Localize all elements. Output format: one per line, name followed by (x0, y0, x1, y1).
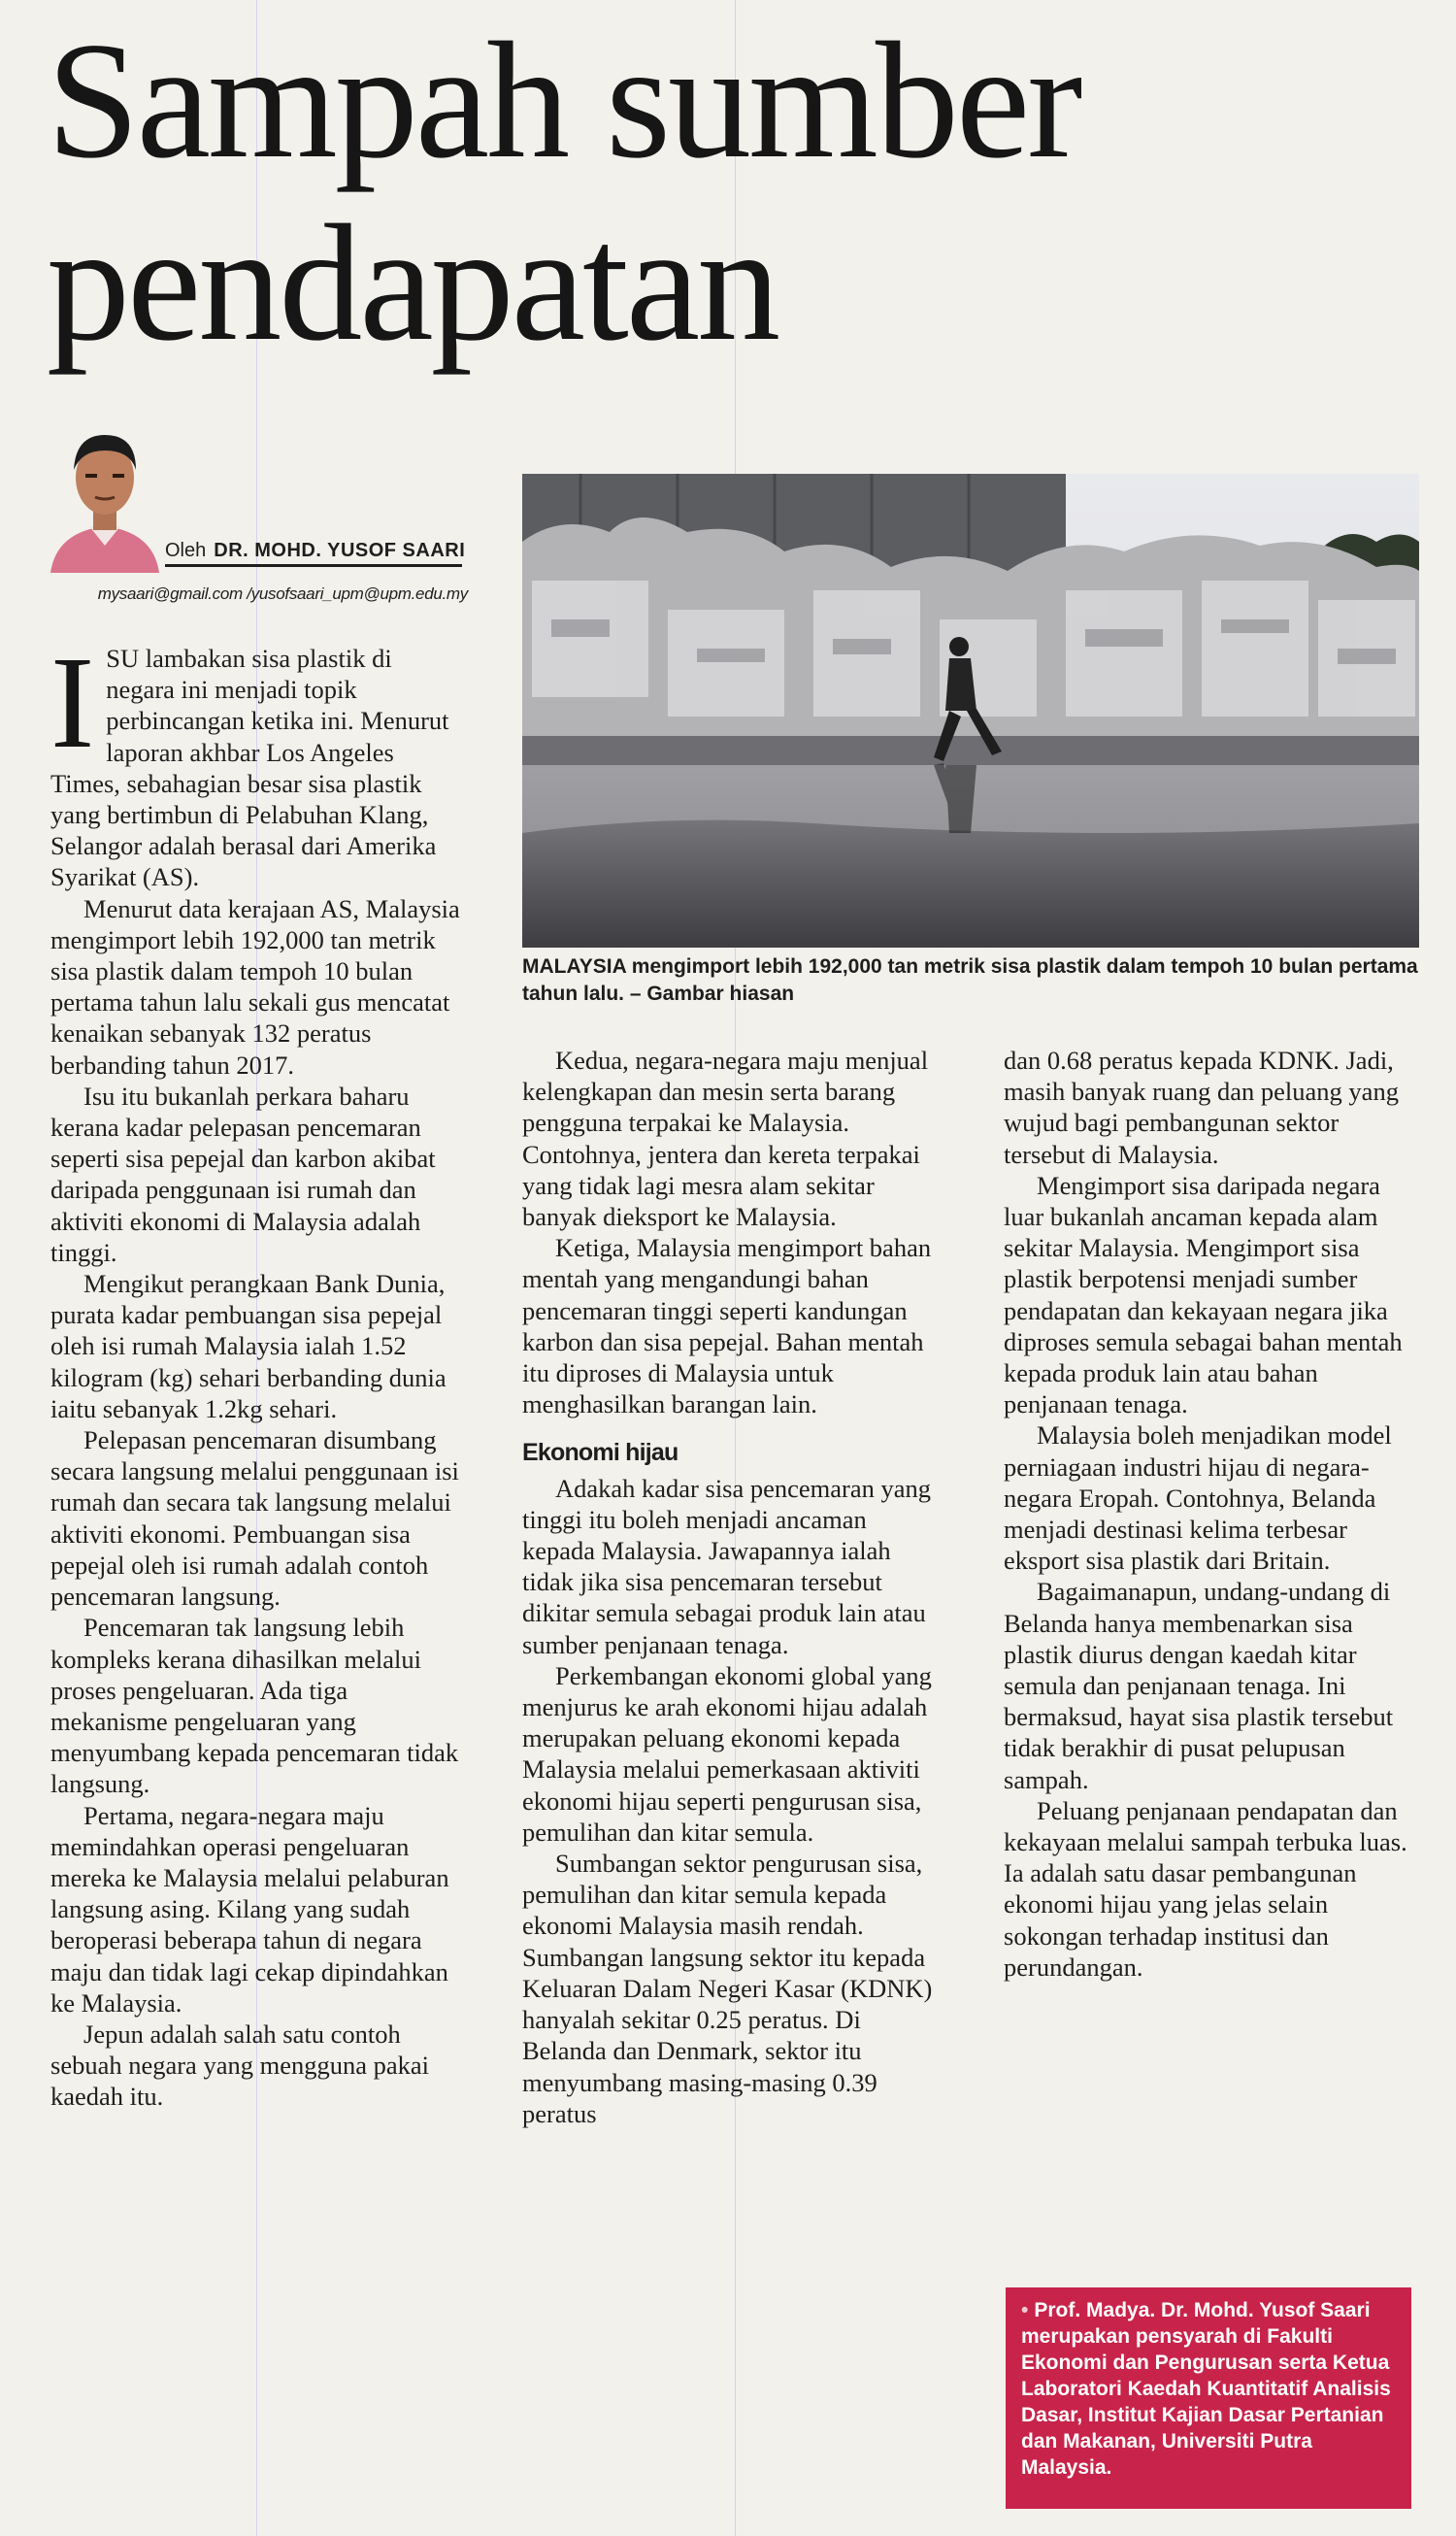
article-column-2 (522, 1045, 940, 2129)
article-paragraph: Menurut data kerajaan AS, Malaysia mengimport lebih 192,000 tan metrik sisa plastik dalam tempoh 10 bulan pertama tahun lalu sekali gus mencatat kenaikan sebanyak 132 peratus berbanding tahun 2017. (50, 893, 460, 1080)
article-paragraph: Peluang penjanaan pendapatan dan kekayaan melalui sampah terbuka luas. Ia adalah satu dasar pembangunan ekonomi hijau yang jelas selain sokongan terhadap institusi dan perundangan. (1004, 1795, 1407, 1982)
article-paragraph: Malaysia boleh menjadikan model perniagaan industri hijau di negara-negara Eropah. Contohnya, Belanda menjadi destinasi kelima terbesar eksport sisa plastik dari Britain. (1004, 1420, 1392, 1576)
photo-caption: MALAYSIA mengimport lebih 192,000 tan metrik sisa plastik dalam tempoh 10 bulan pertama tahun lalu. – Gambar hiasan (522, 955, 1418, 1005)
headline-line: pendapatan (47, 191, 778, 376)
author-name: DR. MOHD. YUSOF SAARI (214, 540, 466, 561)
article-paragraph: Bagaimanapun, undang-undang di Belanda hanya membenarkan sisa plastik diurus dengan kaedah kitar semula dan penjanaan tenaga. Ini bermaksud, hayat sisa plastik tersebut tidak berakhir di pusat pelupusan sampah. (1004, 1577, 1394, 1794)
article-paragraph: Pencemaran tak langsung lebih kompleks kerana dihasilkan melalui proses pengeluaran. Ada tiga mekanisme pengeluaran yang menyumbang kepada pencemaran tidak langsung. (50, 1613, 459, 1799)
article-paragraph: Perkembangan ekonomi global yang menjurus ke arah ekonomi hijau adalah merupakan peluang ekonomi kepada Malaysia melalui pemerkasaan aktiviti ekonomi hijau seperti pengurusan sisa, pemulihan dan kitar semula. (522, 1660, 932, 1847)
article-paragraph: Adakah kadar sisa pencemaran yang tinggi itu boleh menjadi ancaman kepada Malaysia. Jawapannya ialah tidak jika sisa pencemaran tersebut dikitar semula sebagai produk lain atau sumber penjanaan tenaga. (522, 1473, 932, 1659)
bullet-icon: • (1021, 2299, 1029, 2321)
article-paragraph: Ketiga, Malaysia mengimport bahan mentah yang mengandungi bahan pencemaran tinggi seperti kandungan karbon dan sisa pepejal. Bahan mentah itu diproses di Malaysia untuk menghasilkan barangan lain. (522, 1233, 932, 1419)
author-bio-text: Prof. Madya. Dr. Mohd. Yusof Saari merupakan pensyarah di Fakulti Ekonomi dan Pengurusan serta Ketua Laboratori Kaedah Kuantitatif Analisis Dasar, Institut Kajian Dasar Pertanian dan Makanan, Universiti Putra Malaysia. (1021, 2299, 1391, 2479)
byline (165, 540, 466, 567)
article-paragraph: Isu itu bukanlah perkara baharu kerana kadar pelepasan pencemaran seperti sisa pepejal dan karbon akibat daripada penggunaan isi rumah dan aktiviti ekonomi di Malaysia adalah tinggi. (50, 1081, 436, 1267)
article-column-3 (1004, 1045, 1419, 1983)
author-photo (47, 417, 163, 573)
author-email[interactable]: mysaari@gmail.com /yusofsaari_upm@upm.edu.my (97, 584, 468, 603)
article-paragraph: Mengimport sisa daripada negara luar bukanlah ancaman kepada alam sekitar Malaysia. Mengimport sisa plastik berpotensi menjadi sumber pendapatan dan kekayaan negara jika diproses semula sebagai bahan mentah kepada produk lain atau bahan penjanaan tenaga. (1004, 1170, 1403, 1419)
article-paragraph: Pelepasan pencemaran disumbang secara langsung melalui penggunaan isi rumah dan secara tak langsung melalui aktiviti ekonomi. Pembuangan sisa pepejal oleh isi rumah adalah contoh pencemaran langsung. (50, 1425, 459, 1612)
article-paragraph: dan 0.68 peratus kepada KDNK. Jadi, masih banyak ruang dan peluang yang wujud bagi pembangunan sektor tersebut di Malaysia. (1004, 1046, 1399, 1169)
news-photo (522, 474, 1419, 948)
section-subheading: Ekonomi hijau (522, 1439, 678, 1467)
headline (47, 10, 1425, 375)
byline-prefix: Oleh (165, 540, 207, 561)
drop-cap: I (50, 630, 95, 776)
article-paragraph: ISU lambakan sisa plastik di negara ini menjadi topik perbincangan ketika ini. Menurut laporan akhbar Los Angeles Times, sebahagian besar sisa plastik yang bertimbun di Pelabuhan Klang, Selangor adalah berasal dari Amerika Syarikat (AS). (50, 630, 449, 892)
article-paragraph: Sumbangan sektor pengurusan sisa, pemulihan dan kitar semula kepada ekonomi Malaysia masih rendah. Sumbangan langsung sektor itu kepada Keluaran Dalam Negeri Kasar (KDNK) hanyalah sekitar 0.25 peratus. Di Belanda dan Denmark, sektor itu menyumbang masing-masing 0.39 peratus (522, 1849, 933, 2128)
article-column-1 (50, 630, 466, 2113)
article-paragraph: Pertama, negara-negara maju memindahkan operasi pengeluaran mereka ke Malaysia melalui pelaburan langsung asing. Kilang yang sudah beroperasi beberapa tahun di negara maju dan tidak lagi cekap dipindahkan ke Malaysia. (50, 1800, 449, 2018)
author-bio-box (1006, 2287, 1411, 2509)
headline-line: Sampah sumber (47, 9, 1080, 193)
article-paragraph: Jepun adalah salah satu contoh sebuah negara yang mengguna pakai kaedah itu. (50, 2019, 429, 2112)
article-paragraph: Mengikut perangkaan Bank Dunia, purata kadar pembuangan sisa pepejal oleh isi rumah Malaysia ialah 1.52 kilogram (kg) sehari berbanding dunia iaitu sebanyak 1.2kg sehari. (50, 1269, 447, 1423)
article-paragraph: Kedua, negara-negara maju menjual kelengkapan dan mesin serta barang pengguna terpakai ke Malaysia. Contohnya, jentera dan kereta terpakai yang tidak lagi mesra alam sekitar banyak dieksport ke Malaysia. (522, 1046, 929, 1232)
